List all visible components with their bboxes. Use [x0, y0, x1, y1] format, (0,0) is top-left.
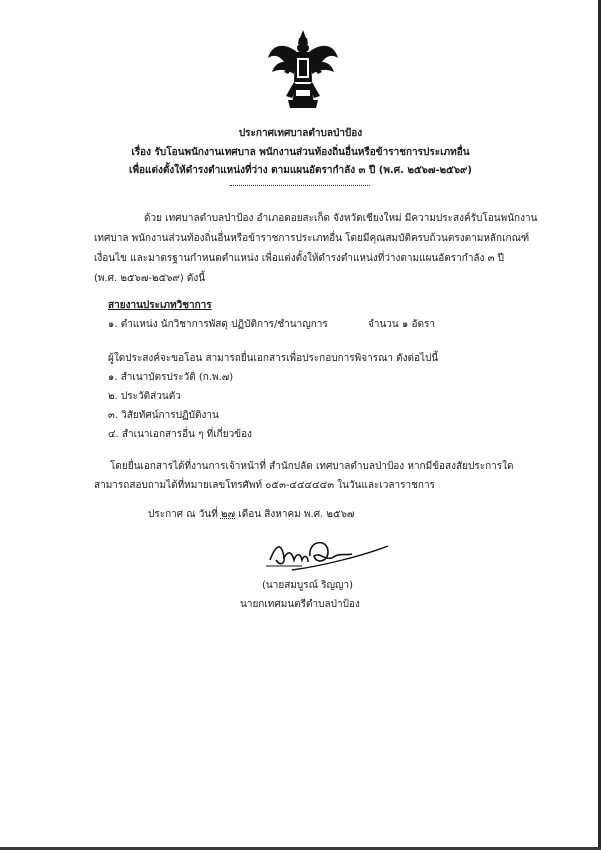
document-item: ๑. สำเนาบัตรประวัติ (ก.พ.๗): [108, 372, 234, 383]
subject-line-1: เรื่อง รับโอนพนักงานเทศบาล พนักงานส่วนท้องถิ่นอื่นหรือข้าราชการประเภทอื่น: [131, 147, 470, 158]
documents-intro: ผู้ใดประสงค์จะขอโอน สามารถยื่นเอกสารเพื่อประกอบการพิจารณา ดังต่อไปนี้: [108, 353, 439, 364]
document-item: ๔. สำเนาเอกสารอื่น ๆ ที่เกี่ยวข้อง: [108, 429, 252, 440]
announce-month-label: เดือน: [238, 509, 262, 520]
intro-line-4: (พ.ศ. ๒๕๖๗-๒๕๖๙) ดังนี้: [94, 273, 206, 284]
intro-line-1: ด้วย เทศบาลตำบลป่าป้อง อำเภอดอยสะเก็ด จังหวัดเชียงใหม่ มีความประสงค์รับโอนพนักงาน: [144, 213, 538, 224]
announce-month: สิงหาคม: [264, 509, 301, 520]
announce-year-label: พ.ศ.: [303, 509, 324, 520]
subject-line-2: เพื่อแต่งตั้งให้ดำรงตำแหน่งที่ว่าง ตามแผนอัตรากำลัง ๓ ปี (พ.ศ. ๒๕๖๗-๒๕๖๙): [129, 165, 472, 176]
announce-date: [148, 508, 354, 522]
announce-prefix: ประกาศ ณ วันที่: [148, 509, 218, 520]
announce-day: ๒๗: [220, 509, 236, 520]
document-item: ๓. วิสัยทัศน์การปฏิบัติงาน: [108, 410, 219, 421]
intro-line-2: เทศบาล พนักงานส่วนท้องถิ่นอื่นหรือข้าราชการประเภทอื่น โดยมีคุณสมบัติครบถ้วนตรงตามหลักเกณฑ์: [94, 233, 530, 244]
document-item: ๒. ประวัติส่วนตัว: [108, 391, 181, 402]
signer-name: (นายสมบูรณ์ ริญญา): [262, 580, 354, 591]
section-heading: สายงานประเภทวิชาการ: [108, 300, 212, 311]
garuda-emblem-icon: [266, 28, 340, 112]
contact-line-1: โดยยื่นเอกสารได้ที่งานการเจ้าหน้าที่ สำนักปลัด เทศบาลตำบลป่าป้อง หากมีข้อสงสัยประการใด: [110, 461, 514, 472]
quota-text: จำนวน ๑ อัตรา: [368, 319, 435, 330]
handwritten-signature: [262, 530, 392, 575]
intro-line-3: เงื่อนไข และมาตรฐานกำหนดตำแหน่ง เพื่อแต่งตั้งให้ดำรงตำแหน่งที่ว่างตามแผนอัตรากำลัง ๓ ปี: [94, 253, 504, 264]
separator-dots: [230, 185, 370, 186]
position-line: ๑. ตำแหน่ง นักวิชาการพัสดุ ปฏิบัติการ/ชำนาญการ: [108, 319, 328, 330]
signer-title: นายกเทศมนตรีตำบลป่าป้อง: [240, 599, 360, 610]
contact-line-2: สามารถสอบถามได้ที่หมายเลขโทรศัพท์ ๐๕๓-๔๔๔๔๔๓ ในวันและเวลาราชการ: [94, 480, 435, 491]
announce-year: ๒๕๖๗: [326, 509, 355, 520]
document-title: ประกาศเทศบาลตำบลป่าป้อง: [238, 128, 363, 139]
